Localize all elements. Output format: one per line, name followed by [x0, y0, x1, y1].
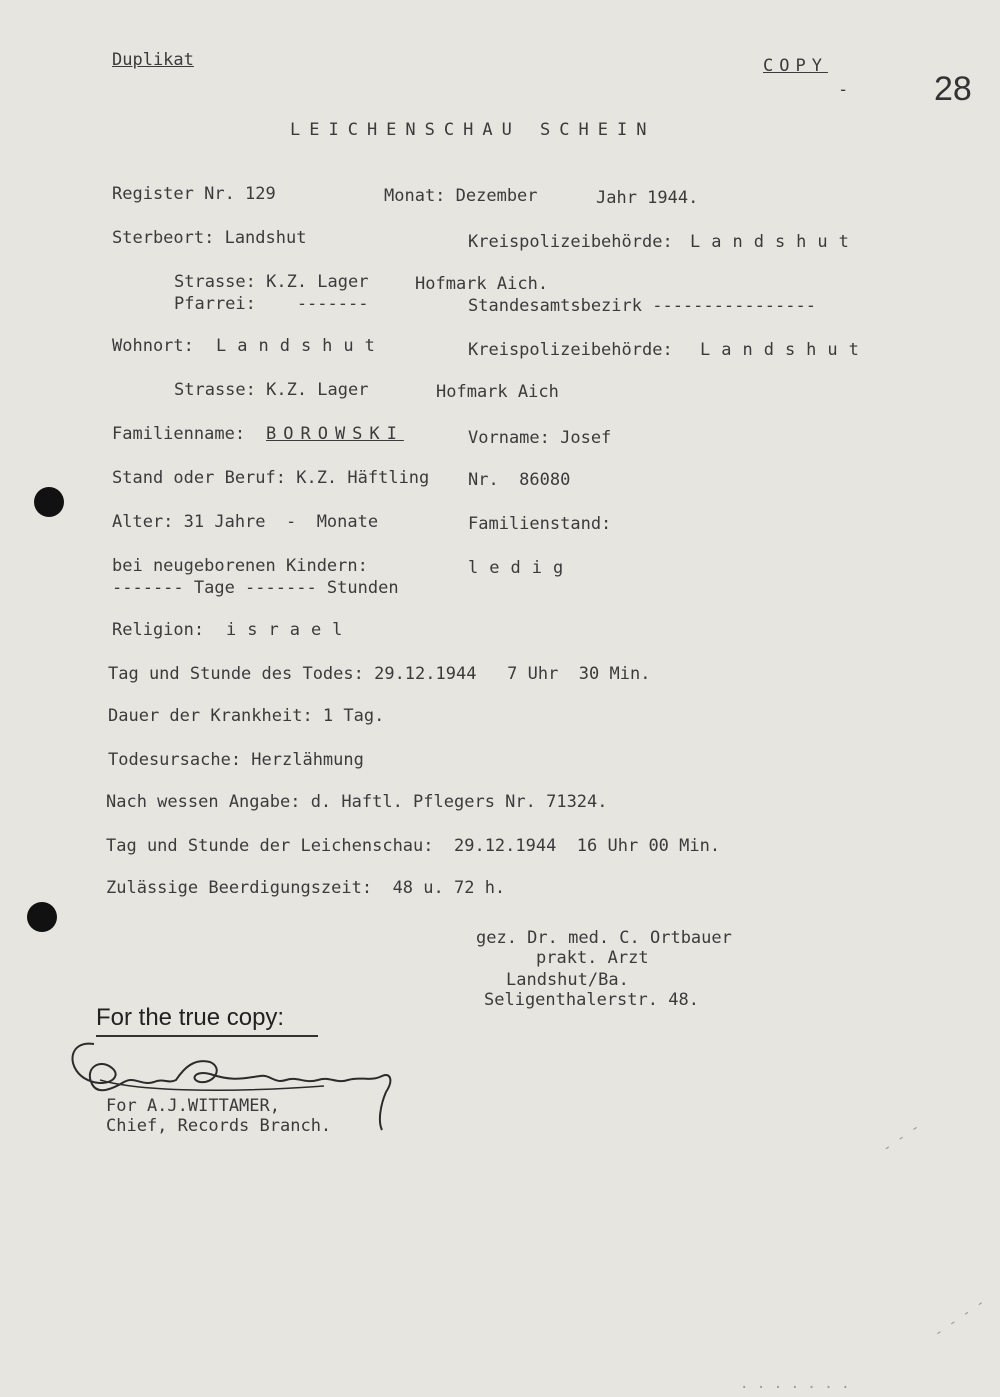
religion-label: Religion:: [112, 620, 205, 640]
kreispolizei-label-2: Kreispolizeibehörde:: [468, 340, 673, 360]
page-number: 28: [934, 70, 972, 108]
true-copy-underline: [96, 1035, 318, 1037]
kreispolizei-value-2: Landshut: [700, 340, 870, 360]
strasse-extra-1: Hofmark Aich.: [415, 274, 549, 294]
familienstand-value: ledig: [468, 558, 575, 578]
page-mark: - - -: [879, 1119, 923, 1157]
standesamt-field: Standesamtsbezirk ----------------: [468, 296, 816, 316]
todestag-field: Tag und Stunde des Todes: 29.12.1944 7 Uhr 30 Min.: [108, 664, 651, 684]
vorname-field: Vorname: Josef: [468, 428, 612, 448]
sterbeort-field: Sterbeort: Landshut: [112, 228, 307, 248]
todesursache-field: Todesursache: Herzlähmung: [108, 750, 364, 770]
kreispolizei-value-1: Landshut: [690, 232, 860, 252]
pfarrei-field: Pfarrei: -------: [174, 294, 369, 314]
signature-line-3: Landshut/Ba.: [506, 970, 629, 990]
beerdigung-field: Zulässige Beerdigungszeit: 48 u. 72 h.: [106, 878, 506, 898]
jahr-field: Jahr 1944.: [596, 188, 699, 208]
copy-label: COPY: [763, 56, 828, 76]
register-number: Register Nr. 129: [112, 184, 276, 204]
angabe-field: Nach wessen Angabe: d. Haftl. Pflegers Nr. 71324.: [106, 792, 608, 812]
copy-dash: -: [838, 80, 849, 100]
certifier-title: Chief, Records Branch.: [106, 1116, 332, 1136]
duplikat-label: Duplikat: [112, 50, 194, 70]
strasse-extra-2: Hofmark Aich: [436, 382, 559, 402]
religion-value: israel: [226, 620, 354, 640]
document-title: LEICHENSCHAU SCHEIN: [290, 120, 656, 140]
stand-beruf-field: Stand oder Beruf: K.Z. Häftling: [112, 468, 430, 488]
certifier-for-line: For A.J.WITTAMER,: [106, 1096, 280, 1116]
signature-line-4: Seligenthalerstr. 48.: [484, 990, 699, 1010]
true-copy-heading: For the true copy:: [96, 1004, 285, 1031]
punch-hole-bottom: [27, 902, 57, 932]
strasse-field-1: Strasse: K.Z. Lager: [174, 272, 369, 292]
page-mark: · · · · · · ·: [740, 1380, 850, 1396]
tage-stunden-field: ------- Tage ------- Stunden: [112, 578, 399, 598]
wohnort-value: Landshut: [216, 336, 386, 356]
strasse-field-2: Strasse: K.Z. Lager: [174, 380, 369, 400]
krankheitsdauer-field: Dauer der Krankheit: 1 Tag.: [108, 706, 385, 726]
neugeborene-label: bei neugeborenen Kindern:: [112, 556, 368, 576]
monat-field: Monat: Dezember: [384, 186, 538, 206]
page-mark: - - - -: [930, 1294, 989, 1342]
familienstand-label: Familienstand:: [468, 514, 612, 534]
wohnort-label: Wohnort:: [112, 336, 194, 356]
leichenschau-field: Tag und Stunde der Leichenschau: 29.12.1944 16 Uhr 00 Min.: [106, 836, 721, 856]
alter-field: Alter: 31 Jahre - Monate: [112, 512, 379, 532]
kreispolizei-label-1: Kreispolizeibehörde:: [468, 232, 673, 252]
familienname-value: BOROWSKI: [266, 424, 404, 444]
familienname-label: Familienname:: [112, 424, 246, 444]
signature-line-1: gez. Dr. med. C. Ortbauer: [476, 928, 732, 948]
haeftling-number: Nr. 86080: [468, 470, 571, 490]
punch-hole-top: [34, 487, 64, 517]
signature-line-2: prakt. Arzt: [536, 948, 649, 968]
